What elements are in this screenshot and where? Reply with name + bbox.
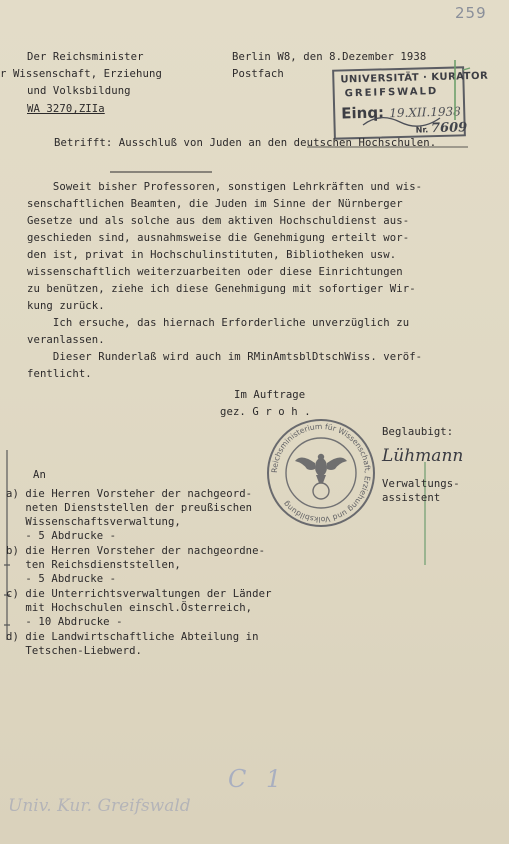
- official-seal: [265, 417, 377, 529]
- list-item: c) die Unterrichtsverwaltungen der Länder: [6, 588, 272, 600]
- list-item: - 5 Abdrucke -: [6, 573, 117, 585]
- certification-title-2: assistent: [382, 492, 441, 504]
- body-line: geschieden sind, ausnahmsweise die Genehmigung erteilt wor-: [27, 232, 410, 244]
- body-line: Gesetze und als solche aus dem aktiven Hochschuldienst aus-: [27, 215, 410, 227]
- reference-number: WA 3270,ZIIa: [27, 103, 105, 115]
- subject-line: Betrifft: Ausschluß von Juden an den deutschen Hochschulen.: [54, 137, 437, 149]
- sender-line-3: und Volksbildung: [27, 85, 131, 97]
- body-line: Dieser Runderlaß wird auch im RMinAmtsblDtschWiss. veröf-: [27, 351, 423, 363]
- body-line: wissenschaftlich weiterzuarbeiten oder diese Einrichtungen: [27, 266, 403, 278]
- stamp-date-label: Einq:: [341, 103, 385, 123]
- body-line: Ich ersuche, das hiernach Erforderliche unverzüglich zu: [27, 317, 410, 329]
- initial-scribble: [363, 118, 440, 127]
- stamp-line-2: GREIFSWALD: [344, 85, 439, 100]
- body-line: kung zurück.: [27, 300, 105, 312]
- certification-title-1: Verwaltungs-: [382, 478, 460, 490]
- list-item: d) die Landwirtschaftliche Abteilung in: [6, 631, 259, 643]
- pencil-footer-annotation: Univ. Kur. Greifswald: [8, 796, 191, 816]
- stamp-date: 19.XII.1938: [389, 104, 461, 121]
- body-line: Soweit bisher Professoren, sonstigen Lehrkräften und wis-: [27, 181, 423, 193]
- stamp-number: 7609: [430, 120, 468, 137]
- sender-line-1: Der Reichsminister: [27, 51, 144, 63]
- certification-signature: Lühmann: [382, 446, 464, 466]
- eagle-emblem-icon: [295, 454, 347, 499]
- body-line: veranlassen.: [27, 334, 105, 346]
- archive-number: 259: [455, 4, 487, 22]
- body-line: fentlicht.: [27, 368, 92, 380]
- body-line: den ist, privat in Hochschulinstituten, Bibliotheken usw.: [27, 249, 397, 261]
- pencil-annotation: C 1: [228, 765, 288, 793]
- seal-inscription: Reichsministerium für Wissenschaft, Erziehung und Volksbildung: [269, 421, 373, 525]
- body-line: senschaftlichen Beamten, die Juden im Sinne der Nürnberger: [27, 198, 403, 210]
- body-line: zu benützen, ziehe ich diese Genehmigung mit sofortiger Wir-: [27, 283, 416, 295]
- certification-label: Beglaubigt:: [382, 426, 454, 438]
- distribution-label: An: [33, 469, 46, 481]
- signed-by: gez. G r o h .: [220, 406, 311, 418]
- place-date: Berlin W8, den 8.Dezember 1938: [232, 51, 427, 63]
- stamp-line-1: UNIVERSITÄT · KURATOR: [340, 70, 489, 86]
- postfach: Postfach: [232, 68, 284, 80]
- list-item: neten Dienststellen der preußischen: [6, 502, 253, 514]
- list-item: a) die Herren Vorsteher der nachgeord-: [6, 488, 253, 500]
- stamp-number-label: Nr.: [415, 125, 429, 135]
- list-item: b) die Herren Vorsteher der nachgeordne-: [6, 545, 266, 557]
- list-item: mit Hochschulen einschl.Österreich,: [6, 602, 253, 614]
- list-item: Wissenschaftsverwaltung,: [6, 516, 181, 528]
- list-item: - 5 Abdrucke -: [6, 530, 117, 542]
- list-item: ten Reichsdienststellen,: [6, 559, 181, 571]
- list-item: Tetschen-Liebwerd.: [6, 645, 143, 657]
- list-item: - 10 Abdrucke -: [6, 616, 123, 628]
- im-auftrage: Im Auftrage: [234, 389, 306, 401]
- sender-line-2: r Wissenschaft, Erziehung: [0, 68, 162, 80]
- green-pencil-tick: [463, 68, 470, 70]
